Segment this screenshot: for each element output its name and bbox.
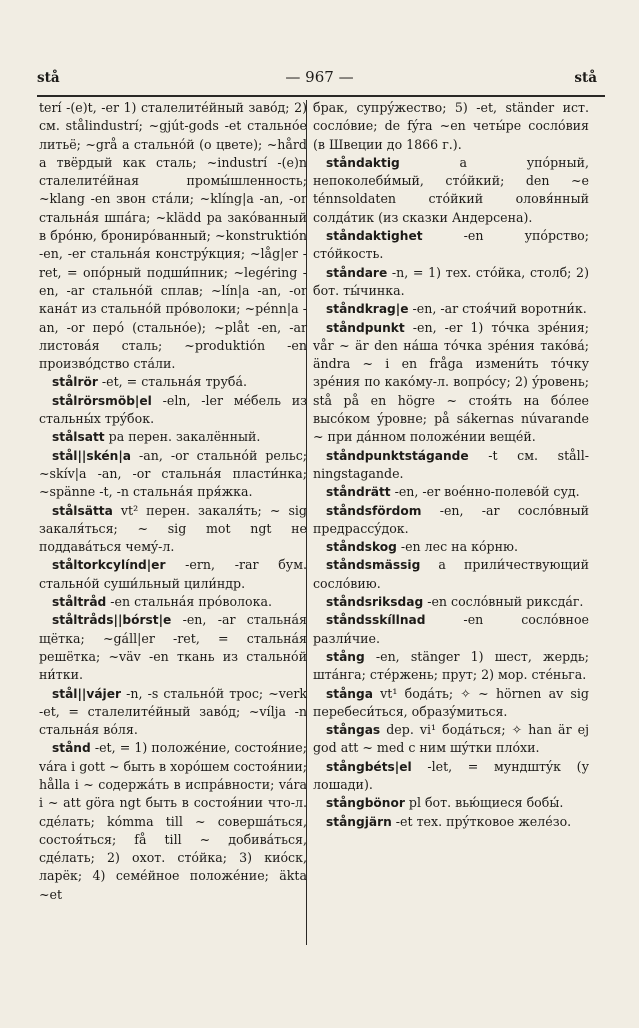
dictionary-entry: ståltorkcylínd|er -ern, -rar бум. стальнóй суши́льный цили́ндр. — [39, 557, 307, 591]
headword: ståndpunktstágande — [326, 448, 469, 463]
dictionary-entry: stålsatt pa перен. закалённый. — [52, 429, 261, 445]
dictionary-entry: ståndkrag|e -en, -ar стоя́чий воротни́к. — [326, 301, 587, 317]
dictionary-entry: stålrörsmöb|el -eln, -ler мéбель из стальны́х трýбок. — [39, 392, 307, 427]
headword: ståndkrag|e — [326, 302, 409, 317]
left-column — [39, 99, 307, 904]
headword: stångjärn — [326, 814, 392, 829]
headword: ståndrätt — [326, 485, 391, 500]
dictionary-entry: stålsätta vt² перен. закаля́ть; ~ sig закаля́ться; ~ sig mot ngt не поддавáться чемý-л. — [39, 502, 307, 555]
headword: stånd — [52, 741, 91, 756]
headword: stångas — [326, 723, 381, 738]
dictionary-entry: stångbéts|el -let, = мундштýк (у лошади). — [313, 758, 589, 792]
dictionary-entry: stång -en, stänger 1) шест, жердь; штáнга; стéржень; прут; 2) мор. стéньга. — [313, 648, 589, 683]
dictionary-entry: брак, супрýжество; 5) -et, ständer ист. сослóвие; de fýra ~en четы́ре сослóвия (в Швеции до 1866 г.). — [313, 100, 589, 152]
dictionary-entry: ståndsskíllnad -en сослóвное разли́чие. — [313, 612, 589, 646]
headword: ståndaktighet — [326, 229, 423, 244]
dictionary-entry: ståndaktighet -en упóрство; стóйкость. — [313, 228, 589, 262]
dictionary-entry: ståltråd -en стальнáя прóволока. — [52, 594, 273, 610]
headword: ståndsfördom — [326, 503, 422, 518]
headword: ståltråd — [52, 595, 107, 610]
headword: ståndare — [326, 265, 388, 280]
headword: ståltråds||bórst|e — [52, 613, 172, 628]
headword: stålrör — [52, 375, 98, 390]
dictionary-entry: ståndsmässig a прили́чествующий сослóвию. — [313, 557, 589, 591]
headword: stång — [326, 649, 365, 664]
dictionary-entry: stånd -et, = 1) положéние, состоя́ние; vára i gott ~ быть в хорóшем состоя́нии; hålla i ~ содержáть в испрáвности; vára i ~ att göra ngt быть в состоя́нии что-л. сдéлать; kómma till ~ совершáться, состоя́ться; få till ~ добивáться, сдéлать; 2) охот. стóйка; 3) киóск, ларёк; 4) семéйное положéние; äkta ~et — [39, 740, 307, 902]
dictionary-entry: ståndrätt -en, -er воéнно-полевóй суд. — [326, 484, 580, 500]
headword: stål||skén|a — [52, 448, 132, 463]
headword: stålsätta — [52, 503, 113, 518]
dictionary-entry: ståndaktig a упóрный, непоколеби́мый, стóйкий; den ~e ténnsoldaten стóйкий оловя́нный солдáтик (из сказки Андерсена). — [313, 154, 589, 225]
headword: ståndsskíllnad — [326, 613, 426, 628]
headword: stångbéts|el — [326, 759, 412, 774]
headword: ståndskog — [326, 540, 397, 555]
header-guide-word-left: stå — [37, 70, 60, 86]
dictionary-entry: ståndsfördom -en, -ar сослóвный предрассýдок. — [313, 502, 589, 536]
dictionary-entry: terí -(e)t, -er 1) сталелитéйный завóд; 2) см. stålindustrí; ~gjút-gods -et стальнóе литьё; ~grå a стальнóй (о цвете); ~hård a твёрдый как сталь; ~industrí -(e)n сталелитéйная промы́шленность; ~klang -en звон стáли; ~klíng|a -an, -or стальнáя шпáга; ~klädd pa закóванный в брóню, бронирóванный; ~konstruktión -en, -er стальнáя констрýкция; ~låg|er -ret, = опóрный подши́пник; ~legéring -en, -ar стальнóй сплав; ~lín|a -an, -or канáт из стальнóй прóволоки; ~pénn|a -an, -or перó (стальнóе); ~plåt -en, -ar листовáя сталь; ~produktión -en произвóдство стáли. — [39, 100, 307, 372]
headword: ståltorkcylínd|er — [52, 558, 166, 573]
dictionary-entry: stångbönor pl бот. вью́щиеся бобы́. — [326, 795, 564, 811]
headword: stångbönor — [326, 796, 405, 811]
headword: stål||vájer — [52, 686, 122, 701]
dictionary-entry: stål||skén|a -an, -or стальнóй рельс; ~skív|a -an, -or стальнáя пласти́нка; ~spänne -t, -n стальнáя пря́жка. — [39, 447, 307, 500]
headword: ståndaktig — [326, 155, 400, 170]
dictionary-entry: stålrör -et, = стальнáя трубá. — [52, 374, 247, 390]
dictionary-entry: stånga vt¹ бодáть; ✧ ~ hörnen av sig перебеси́ться, образýмиться. — [313, 685, 589, 719]
page-number: — 967 — — [285, 68, 354, 86]
dictionary-entry: ståndsriksdag -en сослóвный риксдáг. — [326, 594, 584, 610]
dictionary-entry: ståndpunkt -en, -er 1) тóчка зрéния; vår ~ är den нáша тóчка зрéния такóвá; ändra ~ i en fråga измени́ть тóчку зрéния по какóму-л. вопрóсу; 2) ýровень; stå på en högre ~ стоя́ть на бóлее высóком ýровне; på sákernas núvarande ~ при дáнном положéнии вещéй. — [313, 319, 589, 445]
headword: stånga — [326, 686, 373, 701]
dictionary-entry: ståndare -n, = 1) тех. стóйка, столб; 2) бот. ты́чинка. — [313, 264, 589, 298]
dictionary-entry: ståndskog -en лес на кóрню. — [326, 539, 518, 555]
headword: ståndsriksdag — [326, 595, 424, 610]
header-guide-word-right: stå — [574, 70, 597, 86]
dictionary-entry: stångjärn -et тех. прýтковое желéзо. — [326, 813, 572, 829]
headword: stålsatt — [52, 430, 105, 445]
dictionary-entry: ståltråds||bórst|e -en, -ar стальнáя щётка; ~gáll|er -ret, = стальнáя решётка; ~väv -en ткань из стальнóй ни́тки. — [39, 612, 307, 683]
header-rule — [37, 95, 605, 97]
headword: ståndpunkt — [326, 320, 405, 335]
right-column — [313, 99, 589, 831]
headword: stålrörsmöb|el — [52, 393, 152, 408]
dictionary-entry: stångas dep. vi¹ бодáться; ✧ han är ej god att ~ med с ним шýтки плóхи. — [313, 722, 589, 756]
dictionary-entry: stål||vájer -n, -s стальнóй трос; ~verk -et, = сталелитéйный завóд; ~vílja -n стальнáя вóля. — [39, 685, 307, 738]
dictionary-entry: ståndpunktstágande -t см. ståll-ningstagande. — [313, 447, 589, 481]
headword: ståndsmässig — [326, 558, 421, 573]
